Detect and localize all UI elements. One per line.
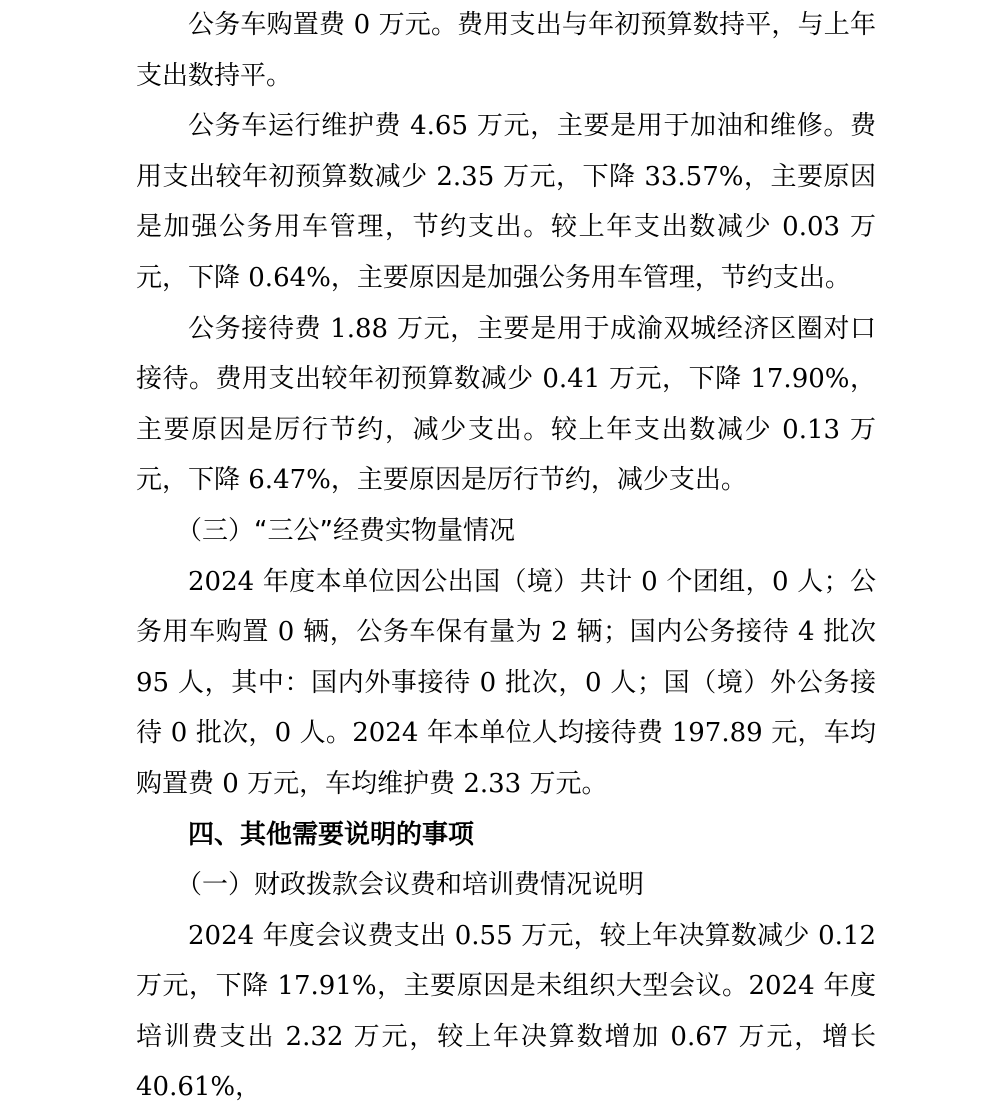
paragraph-vehicle-maintenance: 公务车运行维护费 4.65 万元，主要是用于加油和维修。费用支出较年初预算数减少 2.35 万元，下降 33.57%，主要原因是加强公务用车管理，节约支出。较上年支出数减少 0.03 万元，下降 0.64%，主要原因是加强公务用车管理，节约支出。 — [136, 111, 876, 293]
paragraph-meeting-training: 2024 年度会议费支出 0.55 万元，较上年决算数减少 0.12 万元，下降 17.91%，主要原因是未组织大型会议。2024 年度培训费支出 2.32 万元，较上年决算数增加 0.67 万元，增长 40.61%， — [136, 920, 876, 1103]
subheading-physical-quantity: （三）“三公”经费实物量情况 — [176, 515, 515, 546]
subheading-meeting-training: （一）财政拨款会议费和培训费情况说明 — [176, 870, 645, 901]
section-heading-other-matters: 四、其他需要说明的事项 — [188, 819, 475, 850]
paragraph-vehicle-purchase: 公务车购置费 0 万元。费用支出与年初预算数持平，与上年支出数持平。 — [136, 10, 876, 91]
paragraph-physical-quantity: 2024 年度本单位因公出国（境）共计 0 个团组，0 人；公务用车购置 0 辆，公务车保有量为 2 辆；国内公务接待 4 批次 95 人，其中：国内外事接待 0 批次，0 人；国（境）外公务接待 0 批次，0 人。2024 年本单位人均接待费 197.89 元，车均购置费 0 万元，车均维护费 2.33 万元。 — [136, 566, 876, 799]
paragraph-reception-fee: 公务接待费 1.88 万元，主要是用于成渝双城经济区圈对口接待。费用支出较年初预算数减少 0.41 万元，下降 17.90%，主要原因是厉行节约，减少支出。较上年支出数减少 0.13 万元，下降 6.47%，主要原因是厉行节约，减少支出。 — [136, 313, 876, 496]
document-page — [136, 0, 876, 1113]
